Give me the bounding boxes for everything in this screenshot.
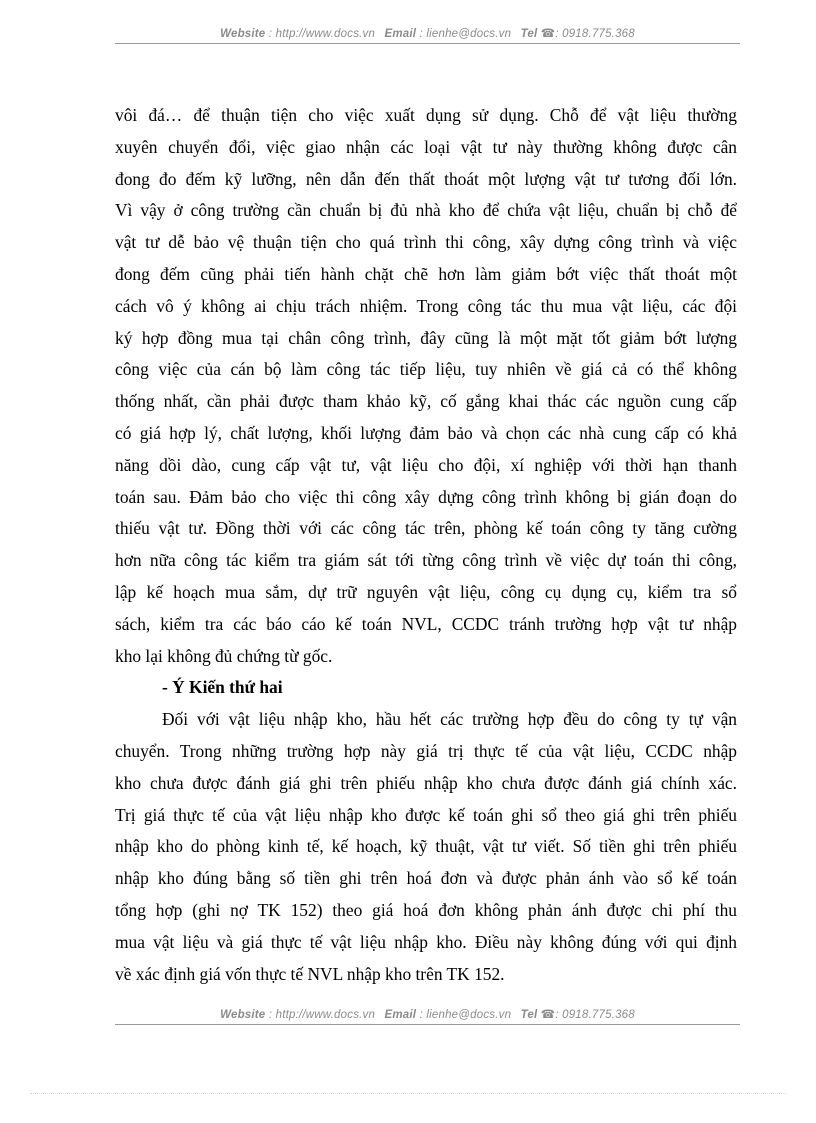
body-line: đong đếm cũng phải tiến hành chặt chẽ hơn làm giảm bớt việc thất thoát một xyxy=(115,263,737,284)
body-line: Vì vậy ở công trường cần chuẩn bị đủ nhà kho để chứa vật liệu, chuẩn bị chỗ để xyxy=(115,200,737,221)
page-footer xyxy=(115,1007,740,1021)
footer-email-label: Email xyxy=(384,1009,417,1021)
page-bottom-dotted-border xyxy=(30,1093,786,1094)
footer-tel-label: Tel xyxy=(520,1009,538,1021)
body-line: lập kế hoạch mua sắm, dự trữ nguyên vật liệu, công cụ dụng cụ, kiểm tra sổ xyxy=(115,581,737,602)
section-heading: - Ý Kiến thứ hai xyxy=(162,677,283,698)
header-tel-label: Tel xyxy=(520,28,538,40)
header-divider xyxy=(115,43,740,44)
footer-website-label: Website xyxy=(220,1009,266,1021)
header-email-label: Email xyxy=(384,28,417,40)
header-website-link[interactable]: : http://www.docs.vn xyxy=(268,28,376,40)
footer-divider xyxy=(115,1024,740,1025)
body-line: ký hợp đồng mua tại chân công trình, đây cũng là một mặt tốt giảm bớt lượng xyxy=(115,327,737,348)
header-tel-value: : 0918.775.368 xyxy=(555,28,635,40)
body-line: nhập kho do phòng kinh tế, kế hoạch, kỹ thuật, vật tư viết. Số tiền ghi trên phiếu xyxy=(115,836,737,857)
body-line: toán sau. Đảm bảo cho việc thi công xây dựng công trình không bị gián đoạn do xyxy=(115,486,737,507)
body-line: kho lại không đủ chứng từ gốc. xyxy=(115,645,333,666)
body-line: sách, kiểm tra các báo cáo kế toán NVL, CCDC tránh trường hợp vật tư nhập xyxy=(115,613,737,634)
phone-icon: ☎ xyxy=(540,28,556,40)
body-line: công việc của cán bộ làm công tác tiếp liệu, tuy nhiên về giá cả có thể không xyxy=(115,359,737,380)
body-line: Đối với vật liệu nhập kho, hầu hết các trường hợp đều do công ty tự vận xyxy=(162,709,737,730)
body-line: thống nhất, cần phải được tham khảo kỹ, cố gắng khai thác các nguồn cung cấp xyxy=(115,391,737,412)
header-website-label: Website xyxy=(220,28,266,40)
body-line: đong đo đếm kỹ lưỡng, nên dẫn đến thất thoát một lượng vật tư tương đối lớn. xyxy=(115,168,737,189)
page-header xyxy=(115,26,740,40)
body-line: kho chưa được đánh giá ghi trên phiếu nhập kho chưa được đánh giá chính xác. xyxy=(115,772,737,793)
body-line: cách vô ý không ai chịu trách nhiệm. Trong công tác thu mua vật liệu, các đội xyxy=(115,295,737,316)
body-line: Trị giá thực tế của vật liệu nhập kho được kế toán ghi sổ theo giá ghi trên phiếu xyxy=(115,804,737,825)
footer-tel-value: : 0918.775.368 xyxy=(555,1009,635,1021)
footer-email-link[interactable]: : lienhe@docs.vn xyxy=(419,1009,512,1021)
phone-icon: ☎ xyxy=(540,1009,556,1021)
body-line: vật tư dễ bảo vệ thuận tiện cho quá trình thi công, xây dựng công trình và việc xyxy=(115,232,737,253)
header-email-link[interactable]: : lienhe@docs.vn xyxy=(419,28,512,40)
document-body xyxy=(115,100,737,990)
body-line: mua vật liệu và giá thực tế vật liệu nhập kho. Điều này không đúng với qui định xyxy=(115,931,737,952)
footer-website-link[interactable]: : http://www.docs.vn xyxy=(268,1009,376,1021)
body-line: thiếu vật tư. Đồng thời với các công tác trên, phòng kế toán công ty tăng cường xyxy=(115,518,737,539)
body-line: năng dồi dào, cung cấp vật tư, vật liệu cho đội, xí nghiệp với thời hạn thanh xyxy=(115,454,737,475)
body-line: về xác định giá vốn thực tế NVL nhập kho trên TK 152. xyxy=(115,963,505,984)
body-line: tổng hợp (ghi nợ TK 152) theo giá hoá đơn không phản ánh được chi phí thu xyxy=(115,899,737,920)
body-line: có giá hợp lý, chất lượng, khối lượng đảm bảo và chọn các nhà cung cấp có khả xyxy=(115,422,737,443)
body-line: hơn nữa công tác kiểm tra giám sát tới từng công trình về việc dự toán thi công, xyxy=(115,550,737,571)
body-line: vôi đá… để thuận tiện cho việc xuất dụng sử dụng. Chỗ để vật liệu thường xyxy=(115,105,737,125)
body-line: chuyển. Trong những trường hợp này giá trị thực tế của vật liệu, CCDC nhập xyxy=(115,740,737,761)
body-line: xuyên chuyển đổi, việc giao nhận các loại vật tư này thường không được cân xyxy=(115,136,737,157)
body-line: nhập kho đúng bằng số tiền ghi trên hoá đơn và được phản ánh vào sổ kế toán xyxy=(115,868,737,889)
